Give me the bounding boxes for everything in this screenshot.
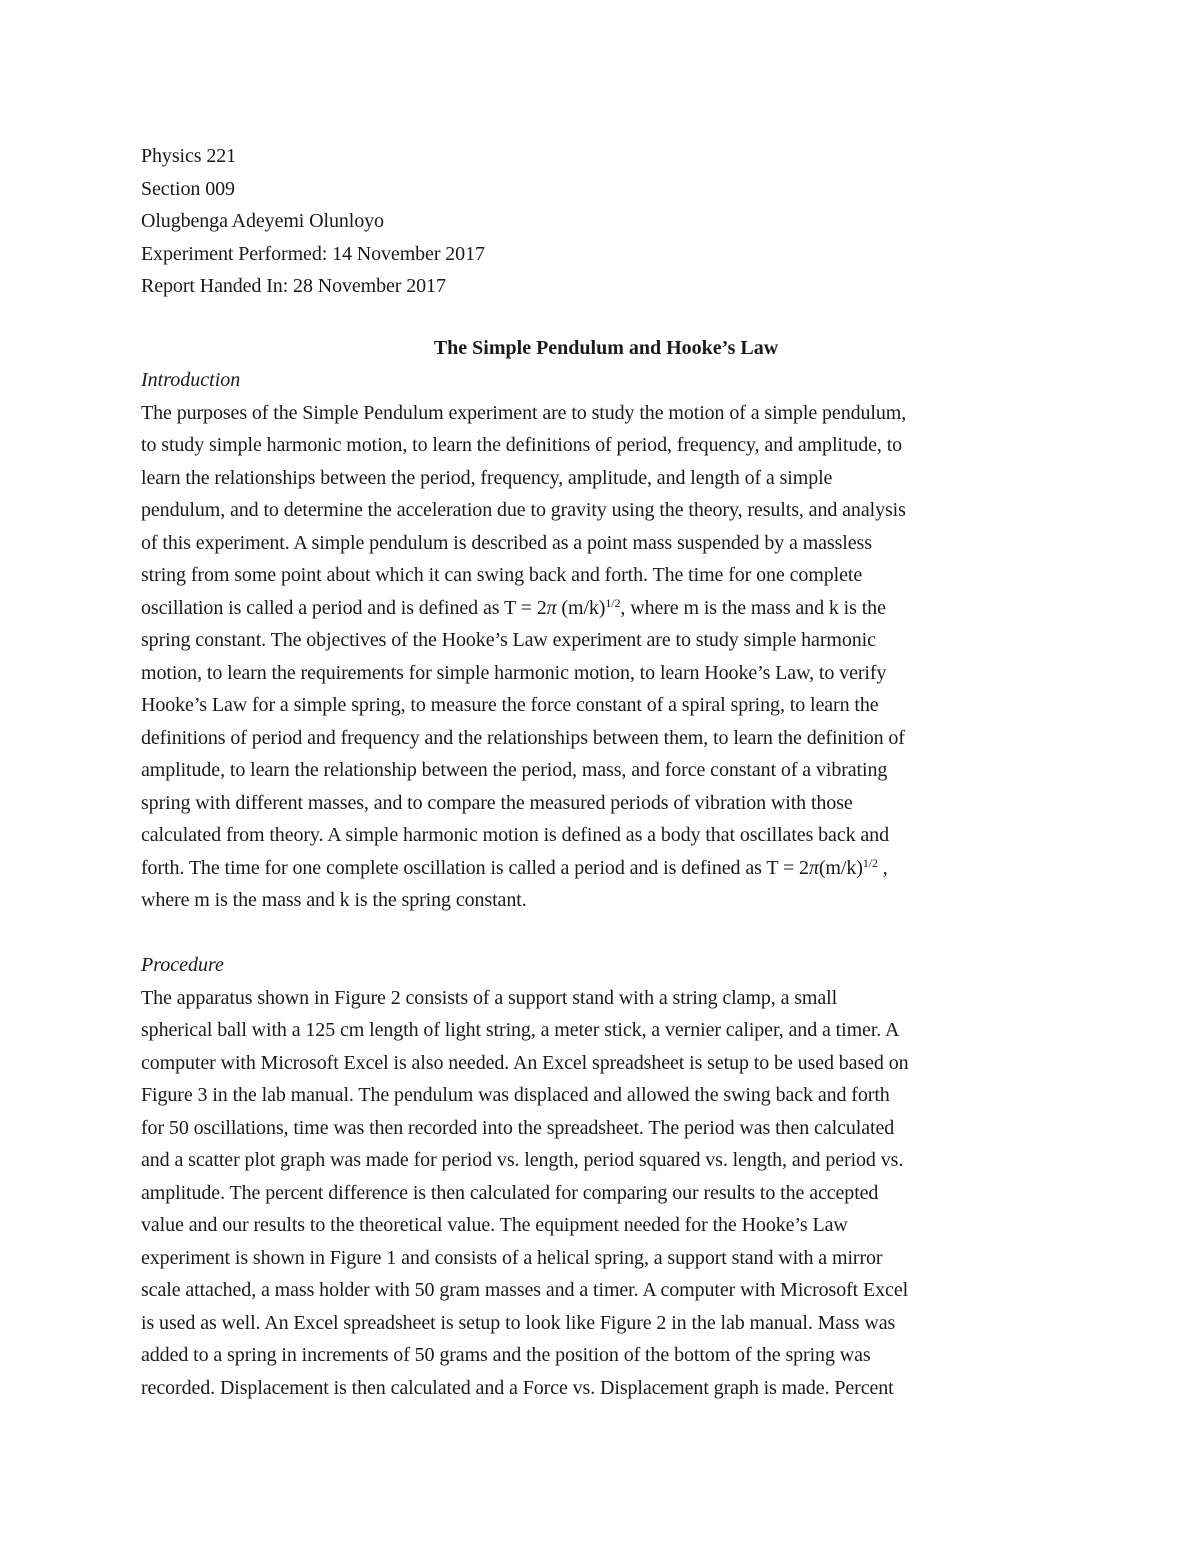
text-line: of this experiment. A simple pendulum is described as a point mass suspended by a massless bbox=[141, 531, 872, 554]
procedure-heading: Procedure bbox=[141, 954, 224, 976]
text-line: experiment is shown in Figure 1 and consists of a helical spring, a support stand with a mirror bbox=[141, 1246, 883, 1269]
text-line: The apparatus shown in Figure 2 consists of a support stand with a string clamp, a small bbox=[141, 986, 838, 1009]
text-line: definitions of period and frequency and the relationships between them, to learn the definition of bbox=[141, 726, 905, 749]
course-name: Physics 221 bbox=[141, 145, 237, 167]
text-line: for 50 oscillations, time was then recorded into the spreadsheet. The period was then calculated bbox=[141, 1116, 895, 1139]
text-line: and a scatter plot graph was made for period vs. length, period squared vs. length, and period vs. bbox=[141, 1149, 904, 1171]
text-line: spherical ball with a 125 cm length of light string, a meter stick, a vernier caliper, and a timer. A bbox=[141, 1019, 900, 1041]
procedure-body bbox=[141, 982, 1071, 1405]
text-line: Figure 3 in the lab manual. The pendulum was displaced and allowed the swing back and forth bbox=[141, 1084, 890, 1106]
text-line: scale attached, a mass holder with 50 gram masses and a timer. A computer with Microsoft Excel bbox=[141, 1279, 909, 1301]
exponent: 1/2 bbox=[862, 855, 878, 870]
text-line: amplitude. The percent difference is then calculated for comparing our results to the accepted bbox=[141, 1181, 879, 1204]
author-name: Olugbenga Adeyemi Olunloyo bbox=[141, 210, 384, 232]
text-segment: (m/k) bbox=[818, 856, 863, 879]
pi-symbol: π bbox=[808, 856, 819, 879]
exponent: 1/2 bbox=[605, 595, 621, 610]
text-line: is used as well. An Excel spreadsheet is setup to look like Figure 2 in the lab manual. Mass was bbox=[141, 1311, 896, 1334]
text-line: motion, to learn the requirements for simple harmonic motion, to learn Hooke’s Law, to verify bbox=[141, 661, 887, 684]
text-line: Hooke’s Law for a simple spring, to measure the force constant of a spiral spring, to learn the bbox=[141, 694, 879, 716]
text-line: recorded. Displacement is then calculated and a Force vs. Displacement graph is made. Percent bbox=[141, 1376, 894, 1399]
introduction-heading: Introduction bbox=[141, 369, 241, 391]
paragraph-gap bbox=[141, 917, 1071, 950]
text-line: amplitude, to learn the relationship between the period, mass, and force constant of a vibrating bbox=[141, 759, 888, 781]
text-segment: oscillation is called a period and is defined as T = 2 bbox=[141, 596, 547, 619]
text-line: computer with Microsoft Excel is also needed. An Excel spreadsheet is setup to be used based on bbox=[141, 1051, 909, 1074]
text-line: value and our results to the theoretical value. The equipment needed for the Hooke’s Law bbox=[141, 1214, 848, 1236]
text-segment: , bbox=[877, 856, 888, 879]
experiment-date: Experiment Performed: 14 November 2017 bbox=[141, 242, 485, 265]
formula-line bbox=[141, 592, 1071, 625]
text-line: pendulum, and to determine the acceleration due to gravity using the theory, results, and analysis bbox=[141, 499, 906, 521]
text-segment: forth. The time for one complete oscillation is called a period and is defined as T = 2 bbox=[141, 856, 809, 879]
text-line: to study simple harmonic motion, to learn the definitions of period, frequency, and amplitude, to bbox=[141, 434, 903, 456]
text-line: The purposes of the Simple Pendulum experiment are to study the motion of a simple pendulum, bbox=[141, 401, 907, 424]
header-block bbox=[141, 140, 1071, 303]
pi-symbol: π bbox=[546, 596, 557, 619]
text-line: spring constant. The objectives of the Hooke’s Law experiment are to study simple harmonic bbox=[141, 629, 876, 651]
introduction-body bbox=[141, 397, 1071, 917]
formula-line bbox=[141, 852, 1071, 885]
text-line: where m is the mass and k is the spring constant. bbox=[141, 889, 527, 911]
text-line: calculated from theory. A simple harmonic motion is defined as a body that oscillates back and bbox=[141, 824, 889, 846]
document-page bbox=[141, 140, 1071, 1404]
text-line: string from some point about which it can swing back and forth. The time for one complete bbox=[141, 564, 863, 586]
text-line: learn the relationships between the period, frequency, amplitude, and length of a simple bbox=[141, 466, 833, 489]
section-number: Section 009 bbox=[141, 177, 235, 200]
handed-in-date: Report Handed In: 28 November 2017 bbox=[141, 275, 446, 297]
text-line: spring with different masses, and to compare the measured periods of vibration with those bbox=[141, 791, 853, 814]
text-line: added to a spring in increments of 50 grams and the position of the bottom of the spring was bbox=[141, 1344, 871, 1366]
report-title: The Simple Pendulum and Hooke’s Law bbox=[433, 336, 779, 359]
text-segment: , where m is the mass and k is the bbox=[620, 596, 886, 619]
text-segment: (m/k) bbox=[556, 596, 606, 619]
